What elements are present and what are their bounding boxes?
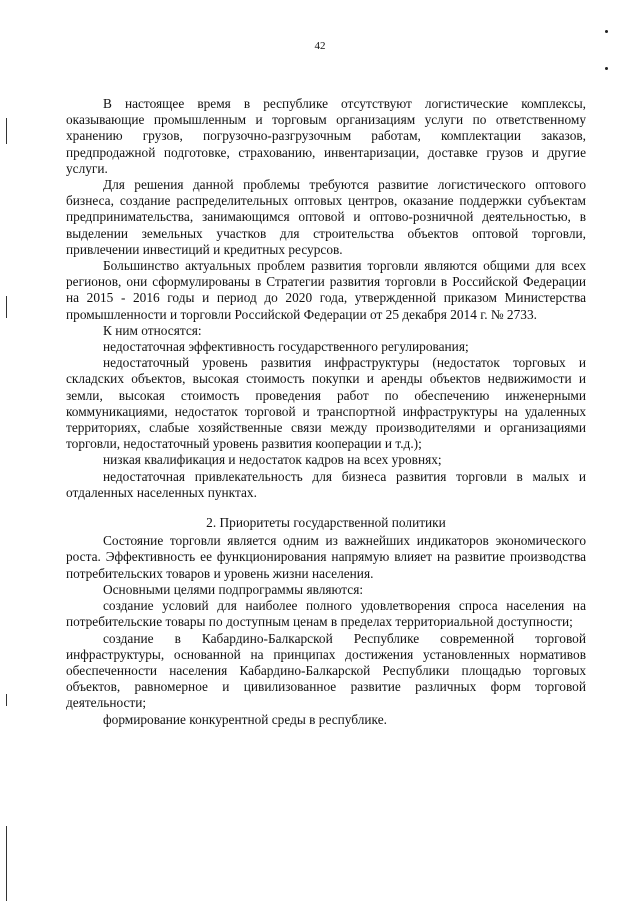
paragraph: К ним относятся: — [103, 322, 202, 338]
list-item: формирование конкурентной среды в республике. — [103, 711, 387, 727]
paragraph: Состояние торговли является одним из важнейших индикаторов экономического роста. Эффективность ее функционирования напрямую влияет на развитие производства потребительских товаров и уровень жизни населения. — [66, 533, 586, 581]
margin-mark-left-2 — [6, 296, 7, 318]
margin-mark-left-4 — [6, 826, 7, 901]
paragraph: Для решения данной проблемы требуются развитие логистического оптового бизнеса, создание распределительных оптовых центров, оказание поддержки субъектам предпринимательства, занимающимся оптовой и оптово-розничной деятельностью, в выделении земельных участков для строительства объектов оптовой торговли, привлечении инвестиций и кредитных ресурсов. — [66, 177, 586, 257]
list-item: недостаточная привлекательность для бизнеса развития торговли в малых и отдаленных населенных пунктах. — [66, 468, 586, 500]
paragraph: Основными целями подпрограммы являются: — [103, 581, 364, 597]
scan-dot-top — [605, 30, 608, 33]
list-item: создание в Кабардино-Балкарской Республике современной торговой инфраструктуры, основанной на принципах достижения установленных нормативов обеспеченности населения Кабардино-Балкарской Республики площадью торговых объектов, равномерное и цивилизованное развитие различных форм торговой деятельности; — [66, 630, 586, 711]
scan-dot-right — [605, 67, 608, 70]
list-item: недостаточная эффективность государственного регулирования; — [103, 339, 469, 355]
margin-mark-left-1 — [6, 118, 7, 144]
list-item: создание условий для наиболее полного удовлетворения спроса населения на потребительские товары по доступным ценам в пределах территориальной доступности; — [66, 598, 586, 630]
paragraph: В настоящее время в республике отсутствуют логистические комплексы, оказывающие промышленным и торговым организациям услуги по ответственному хранению грузов, погрузочно-разгрузочным работам, комплектации заказов, предпродажной подготовке, страхованию, инвентаризации, доставке грузов и другие услуги. — [66, 96, 586, 176]
section-heading: 2. Приоритеты государственной политики — [206, 515, 446, 531]
list-item: низкая квалификация и недостаток кадров на всех уровнях; — [103, 452, 442, 468]
page-number: 42 — [314, 40, 326, 52]
document-body — [66, 96, 586, 728]
paragraph: Большинство актуальных проблем развития торговли являются общими для всех регионов, они сформулированы в Стратегии развития торговли в Российской Федерации на 2015 - 2016 годы и период до 2020 года, утвержденной приказом Министерства промышленности и торговли Российской Федерации от 25 декабря 2014 г. № 2733. — [66, 258, 586, 322]
list-item: недостаточный уровень развития инфраструктуры (недостаток торговых и складских объектов, высокая стоимость покупки и аренды объектов недвижимости и земли, высокая стоимость проведения работ по обеспечению инженерными коммуникациями, недостаток торговой и транспортной инфраструктуры на удаленных территориях, слабые хозяйственные связи между производителями и организациями торговли, недостаточный уровень развития кооперации и т.д.); — [66, 355, 586, 452]
margin-mark-left-3 — [6, 694, 7, 706]
